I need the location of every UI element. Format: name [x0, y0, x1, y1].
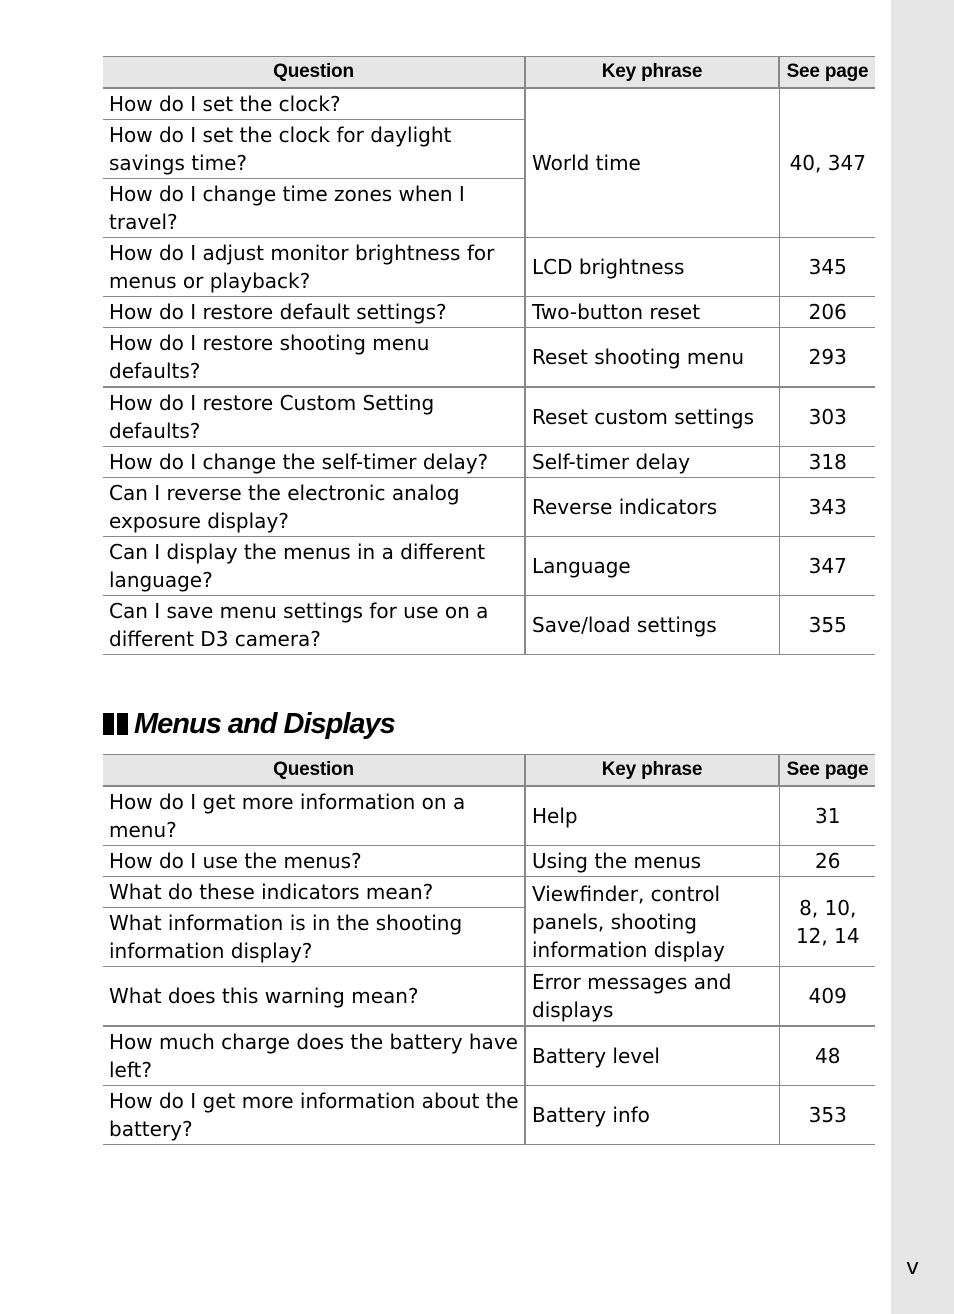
key-phrase-cell: Using the menus	[525, 846, 779, 877]
key-phrase-cell: Viewfinder, control panels, shooting information display	[525, 877, 779, 967]
table-row	[103, 877, 875, 908]
section-heading	[103, 704, 395, 744]
key-phrase-cell: Reverse indicators	[525, 478, 779, 537]
question-cell: How do I change the self-timer delay?	[103, 447, 525, 478]
page-cell: 31	[779, 786, 875, 846]
header-see-page: See page	[779, 755, 875, 787]
table-row	[103, 1086, 875, 1145]
key-phrase-cell: Save/load settings	[525, 596, 779, 655]
question-cell: How much charge does the battery have left?	[103, 1026, 525, 1086]
question-cell: How do I restore Custom Setting defaults?	[103, 387, 525, 447]
table-row	[103, 967, 875, 1027]
table-header-row	[103, 755, 875, 787]
key-phrase-cell: Reset custom settings	[525, 387, 779, 447]
key-phrase-cell: Battery info	[525, 1086, 779, 1145]
question-cell: What do these indicators mean?	[103, 877, 525, 908]
table-row	[103, 1026, 875, 1086]
question-cell: Can I display the menus in a different language?	[103, 537, 525, 596]
header-question: Question	[103, 755, 525, 787]
question-cell: How do I get more information on a menu?	[103, 786, 525, 846]
table-row	[103, 297, 875, 328]
question-cell: How do I set the clock for daylight savings time?	[103, 120, 525, 179]
header-key-phrase: Key phrase	[525, 755, 779, 787]
key-phrase-cell: Error messages and displays	[525, 967, 779, 1027]
key-phrase-cell: LCD brightness	[525, 238, 779, 297]
table-row	[103, 537, 875, 596]
question-cell: How do I set the clock?	[103, 88, 525, 120]
header-key-phrase: Key phrase	[525, 57, 779, 89]
section-title: Menus and Displays	[134, 707, 395, 740]
page-cell: 48	[779, 1026, 875, 1086]
question-cell: How do I restore shooting menu defaults?	[103, 328, 525, 388]
header-question: Question	[103, 57, 525, 89]
page-cell: 206	[779, 297, 875, 328]
question-cell: How do I use the menus?	[103, 846, 525, 877]
question-cell: Can I save menu settings for use on a different D3 camera?	[103, 596, 525, 655]
key-phrase-cell: Battery level	[525, 1026, 779, 1086]
page-cell: 409	[779, 967, 875, 1027]
page-cell: 26	[779, 846, 875, 877]
question-cell: What does this warning mean?	[103, 967, 525, 1027]
table-row	[103, 478, 875, 537]
page-cell: 303	[779, 387, 875, 447]
page-cell: 343	[779, 478, 875, 537]
page-cell: 8, 10, 12, 14	[779, 877, 875, 967]
question-cell: How do I adjust monitor brightness for menus or playback?	[103, 238, 525, 297]
page-cell: 345	[779, 238, 875, 297]
table-row	[103, 328, 875, 388]
page-cell: 40, 347	[779, 88, 875, 238]
key-phrase-cell: Language	[525, 537, 779, 596]
section-marker-icon	[103, 713, 128, 735]
key-phrase-cell: Reset shooting menu	[525, 328, 779, 388]
key-phrase-cell: Self-timer delay	[525, 447, 779, 478]
header-see-page: See page	[779, 57, 875, 89]
page-cell: 347	[779, 537, 875, 596]
page-cell: 355	[779, 596, 875, 655]
page-cell: 353	[779, 1086, 875, 1145]
faq-table-settings	[103, 56, 875, 655]
table-row	[103, 88, 875, 120]
table-row	[103, 447, 875, 478]
page-cell: 318	[779, 447, 875, 478]
table-row	[103, 387, 875, 447]
question-cell: Can I reverse the electronic analog exposure display?	[103, 478, 525, 537]
page-number: v	[906, 1255, 920, 1280]
question-cell: How do I get more information about the battery?	[103, 1086, 525, 1145]
faq-table-menus-displays	[103, 754, 875, 1145]
question-cell: How do I change time zones when I travel?	[103, 179, 525, 238]
table-row	[103, 846, 875, 877]
key-phrase-cell: Help	[525, 786, 779, 846]
key-phrase-cell: Two-button reset	[525, 297, 779, 328]
table-row	[103, 238, 875, 297]
table-row	[103, 786, 875, 846]
table-row	[103, 596, 875, 655]
question-cell: How do I restore default settings?	[103, 297, 525, 328]
key-phrase-cell: World time	[525, 88, 779, 238]
table-header-row	[103, 57, 875, 89]
question-cell: What information is in the shooting information display?	[103, 908, 525, 967]
page-cell: 293	[779, 328, 875, 388]
side-tab-strip	[891, 0, 954, 1314]
